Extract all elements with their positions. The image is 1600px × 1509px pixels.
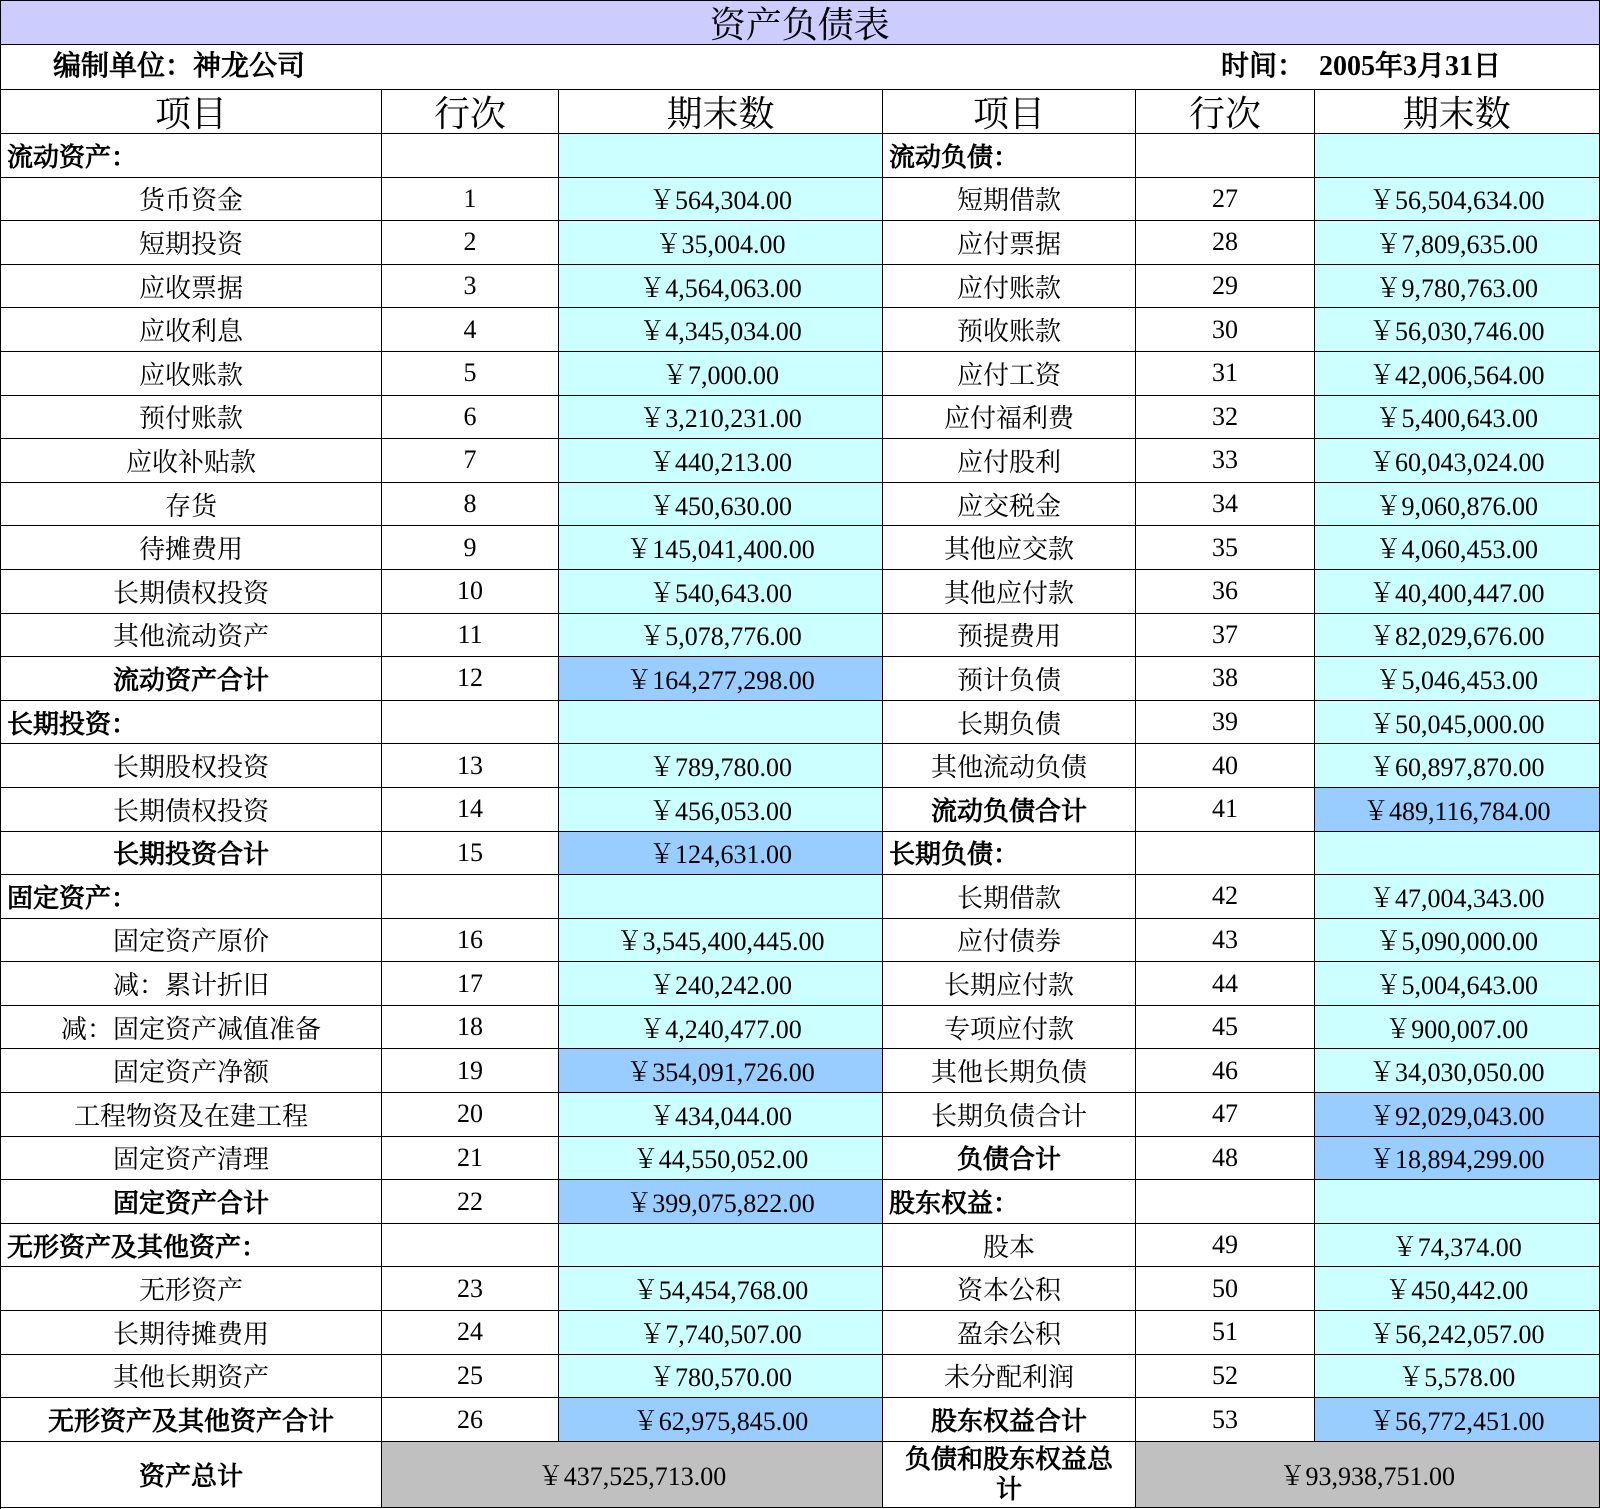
asset-line-number: 19 (382, 1049, 559, 1093)
asset-line-number (382, 134, 559, 178)
asset-line-number: 9 (382, 526, 559, 570)
liability-value: ￥50,045,000.00 (1315, 701, 1600, 745)
asset-item-label: 长期债权投资 (1, 570, 382, 614)
asset-line-number: 13 (382, 744, 559, 788)
liability-line-number: 38 (1136, 657, 1315, 701)
asset-item-label: 减：累计折旧 (1, 962, 382, 1006)
asset-line-number: 3 (382, 265, 559, 309)
asset-total-value: ￥62,975,845.00 (559, 1398, 883, 1442)
asset-value (559, 1224, 883, 1268)
liability-total-value: ￥56,772,451.00 (1315, 1398, 1600, 1442)
liability-value: ￥60,897,870.00 (1315, 744, 1600, 788)
column-header-item: 项目 (1, 90, 382, 134)
asset-value: ￥564,304.00 (559, 178, 883, 222)
liability-item-label: 预计负债 (883, 657, 1136, 701)
liability-item-label: 预提费用 (883, 614, 1136, 658)
asset-item-label: 其他长期资产 (1, 1355, 382, 1399)
asset-line-number: 11 (382, 614, 559, 658)
liability-item-label: 未分配利润 (883, 1355, 1136, 1399)
liability-line-number (1136, 832, 1315, 876)
company-label: 编制单位： (53, 51, 194, 82)
asset-value: ￥7,740,507.00 (559, 1311, 883, 1355)
liability-item-label: 应付账款 (883, 265, 1136, 309)
asset-value: ￥4,345,034.00 (559, 308, 883, 352)
liability-item-label: 应付福利费 (883, 396, 1136, 440)
liability-line-number: 48 (1136, 1137, 1315, 1181)
asset-item-label: 固定资产原价 (1, 919, 382, 963)
asset-total-label: 固定资产合计 (1, 1180, 382, 1224)
liability-value: ￥5,090,000.00 (1315, 919, 1600, 963)
asset-total-value: ￥124,631.00 (559, 832, 883, 876)
liability-value: ￥82,029,676.00 (1315, 614, 1600, 658)
liability-line-number: 40 (1136, 744, 1315, 788)
asset-item-label: 长期债权投资 (1, 788, 382, 832)
liability-item-label: 应付股利 (883, 439, 1136, 483)
asset-line-number: 23 (382, 1267, 559, 1311)
liability-value (1315, 832, 1600, 876)
liability-total-label: 负债合计 (883, 1137, 1136, 1181)
asset-value: ￥780,570.00 (559, 1355, 883, 1399)
liability-item-label: 盈余公积 (883, 1311, 1136, 1355)
liability-value: ￥5,400,643.00 (1315, 396, 1600, 440)
liability-line-number: 46 (1136, 1049, 1315, 1093)
liability-item-label: 专项应付款 (883, 1006, 1136, 1050)
liability-line-number: 49 (1136, 1224, 1315, 1268)
liability-value: ￥5,578.00 (1315, 1355, 1600, 1399)
liability-total-value: ￥489,116,784.00 (1315, 788, 1600, 832)
liability-line-number: 45 (1136, 1006, 1315, 1050)
liability-total-label: 长期负债合计 (883, 1093, 1136, 1137)
asset-line-number: 21 (382, 1137, 559, 1181)
asset-line-number: 6 (382, 396, 559, 440)
asset-line-number (382, 1224, 559, 1268)
liability-line-number: 34 (1136, 483, 1315, 527)
asset-total-value: ￥164,277,298.00 (559, 657, 883, 701)
sheet-info-row (1, 45, 1600, 90)
liability-total-value: ￥92,029,043.00 (1315, 1093, 1600, 1137)
liability-section-label: 股东权益： (883, 1180, 1136, 1224)
asset-line-number (382, 701, 559, 745)
liability-line-number: 43 (1136, 919, 1315, 963)
asset-value: ￥440,213.00 (559, 439, 883, 483)
asset-item-label: 无形资产 (1, 1267, 382, 1311)
liability-item-label: 应付工资 (883, 352, 1136, 396)
liability-line-number: 37 (1136, 614, 1315, 658)
liability-line-number: 53 (1136, 1398, 1315, 1442)
liability-line-number: 42 (1136, 875, 1315, 919)
total-assets-label: 资产总计 (1, 1442, 382, 1509)
asset-line-number: 24 (382, 1311, 559, 1355)
asset-value: ￥456,053.00 (559, 788, 883, 832)
asset-total-value: ￥399,075,822.00 (559, 1180, 883, 1224)
asset-line-number: 5 (382, 352, 559, 396)
liability-value: ￥56,242,057.00 (1315, 1311, 1600, 1355)
liability-value: ￥9,780,763.00 (1315, 265, 1600, 309)
report-date: 2005年3月31日 (1319, 51, 1502, 82)
asset-value: ￥35,004.00 (559, 221, 883, 265)
column-header-value: 期末数 (559, 90, 883, 134)
total-assets-value: ￥437,525,713.00 (382, 1442, 883, 1509)
asset-value: ￥3,545,400,445.00 (559, 919, 883, 963)
asset-line-number: 16 (382, 919, 559, 963)
asset-item-label: 待摊费用 (1, 526, 382, 570)
liability-line-number: 30 (1136, 308, 1315, 352)
asset-line-number: 4 (382, 308, 559, 352)
liability-value: ￥60,043,024.00 (1315, 439, 1600, 483)
liability-item-label: 长期负债 (883, 701, 1136, 745)
liability-item-label: 应交税金 (883, 483, 1136, 527)
liability-line-number: 27 (1136, 178, 1315, 222)
asset-item-label: 其他流动资产 (1, 614, 382, 658)
liability-value: ￥47,004,343.00 (1315, 875, 1600, 919)
asset-value: ￥4,564,063.00 (559, 265, 883, 309)
asset-line-number: 10 (382, 570, 559, 614)
asset-section-label: 长期投资： (1, 701, 382, 745)
liability-value: ￥40,400,447.00 (1315, 570, 1600, 614)
liability-total-value: ￥18,894,299.00 (1315, 1137, 1600, 1181)
liability-line-number: 50 (1136, 1267, 1315, 1311)
asset-line-number: 20 (382, 1093, 559, 1137)
liability-item-label: 短期借款 (883, 178, 1136, 222)
asset-line-number: 22 (382, 1180, 559, 1224)
asset-value: ￥145,041,400.00 (559, 526, 883, 570)
liability-value: ￥5,004,643.00 (1315, 962, 1600, 1006)
liability-line-number: 33 (1136, 439, 1315, 483)
asset-value: ￥789,780.00 (559, 744, 883, 788)
liability-section-label: 长期负债： (883, 832, 1136, 876)
liability-line-number: 39 (1136, 701, 1315, 745)
column-header-value: 期末数 (1315, 90, 1600, 134)
asset-item-label: 固定资产清理 (1, 1137, 382, 1181)
liability-value: ￥450,442.00 (1315, 1267, 1600, 1311)
asset-item-label: 长期待摊费用 (1, 1311, 382, 1355)
asset-value: ￥5,078,776.00 (559, 614, 883, 658)
asset-value (559, 701, 883, 745)
liability-line-number: 31 (1136, 352, 1315, 396)
liability-value: ￥56,504,634.00 (1315, 178, 1600, 222)
liability-value: ￥5,046,453.00 (1315, 657, 1600, 701)
asset-item-label: 货币资金 (1, 178, 382, 222)
liability-section-label: 流动负债： (883, 134, 1136, 178)
asset-item-label: 存货 (1, 483, 382, 527)
liability-total-label: 股东权益合计 (883, 1398, 1136, 1442)
liability-line-number: 51 (1136, 1311, 1315, 1355)
asset-value: ￥54,454,768.00 (559, 1267, 883, 1311)
total-liabilities-equity-label: 负债和股东权益总计 (883, 1442, 1136, 1509)
asset-total-label: 固定资产净额 (1, 1049, 382, 1093)
liability-line-number: 41 (1136, 788, 1315, 832)
asset-value: ￥450,630.00 (559, 483, 883, 527)
date-label: 时间： (1221, 51, 1306, 82)
liability-item-label: 其他长期负债 (883, 1049, 1136, 1093)
liability-value (1315, 1180, 1600, 1224)
liability-value: ￥34,030,050.00 (1315, 1049, 1600, 1093)
liability-line-number: 35 (1136, 526, 1315, 570)
asset-item-label: 应收票据 (1, 265, 382, 309)
asset-section-label: 流动资产： (1, 134, 382, 178)
liability-item-label: 资本公积 (883, 1267, 1136, 1311)
liability-value: ￥7,809,635.00 (1315, 221, 1600, 265)
liability-line-number: 44 (1136, 962, 1315, 1006)
asset-value: ￥3,210,231.00 (559, 396, 883, 440)
asset-item-label: 预付账款 (1, 396, 382, 440)
liability-line-number: 29 (1136, 265, 1315, 309)
liability-value: ￥900,007.00 (1315, 1006, 1600, 1050)
asset-item-label: 应收账款 (1, 352, 382, 396)
asset-line-number: 12 (382, 657, 559, 701)
asset-value: ￥540,643.00 (559, 570, 883, 614)
asset-value: ￥7,000.00 (559, 352, 883, 396)
liability-line-number: 47 (1136, 1093, 1315, 1137)
liability-value: ￥4,060,453.00 (1315, 526, 1600, 570)
liability-item-label: 其他流动负债 (883, 744, 1136, 788)
liability-value: ￥9,060,876.00 (1315, 483, 1600, 527)
asset-item-label: 长期股权投资 (1, 744, 382, 788)
asset-value (559, 875, 883, 919)
liability-line-number (1136, 134, 1315, 178)
asset-item-label: 短期投资 (1, 221, 382, 265)
liability-line-number: 32 (1136, 396, 1315, 440)
asset-item-label: 应收利息 (1, 308, 382, 352)
asset-line-number: 17 (382, 962, 559, 1006)
asset-line-number: 7 (382, 439, 559, 483)
liability-item-label: 预收账款 (883, 308, 1136, 352)
asset-line-number: 18 (382, 1006, 559, 1050)
asset-item-label: 工程物资及在建工程 (1, 1093, 382, 1137)
asset-line-number (382, 875, 559, 919)
asset-total-label: 无形资产及其他资产合计 (1, 1398, 382, 1442)
liability-item-label: 应付票据 (883, 221, 1136, 265)
liability-line-number: 52 (1136, 1355, 1315, 1399)
asset-line-number: 14 (382, 788, 559, 832)
sheet-title: 资产负债表 (1, 1, 1600, 45)
liability-total-label: 流动负债合计 (883, 788, 1136, 832)
liability-item-label: 股本 (883, 1224, 1136, 1268)
liability-line-number: 36 (1136, 570, 1315, 614)
asset-section-label: 无形资产及其他资产： (1, 1224, 382, 1268)
liability-value: ￥56,030,746.00 (1315, 308, 1600, 352)
liability-value: ￥42,006,564.00 (1315, 352, 1600, 396)
asset-line-number: 1 (382, 178, 559, 222)
asset-line-number: 25 (382, 1355, 559, 1399)
asset-value (559, 134, 883, 178)
asset-item-label: 应收补贴款 (1, 439, 382, 483)
column-header-line: 行次 (1136, 90, 1315, 134)
column-header-item: 项目 (883, 90, 1136, 134)
asset-total-value: ￥354,091,726.00 (559, 1049, 883, 1093)
company-name: 神龙公司 (193, 51, 306, 82)
asset-total-label: 长期投资合计 (1, 832, 382, 876)
asset-line-number: 15 (382, 832, 559, 876)
asset-line-number: 2 (382, 221, 559, 265)
asset-value: ￥4,240,477.00 (559, 1006, 883, 1050)
liability-value: ￥74,374.00 (1315, 1224, 1600, 1268)
liability-item-label: 长期借款 (883, 875, 1136, 919)
company-info (53, 51, 305, 83)
liability-item-label: 应付债券 (883, 919, 1136, 963)
liability-item-label: 其他应付款 (883, 570, 1136, 614)
liability-line-number (1136, 1180, 1315, 1224)
liability-value (1315, 134, 1600, 178)
column-header-line: 行次 (382, 90, 559, 134)
liability-item-label: 其他应交款 (883, 526, 1136, 570)
total-liabilities-equity-value: ￥93,938,751.00 (1136, 1442, 1600, 1509)
liability-line-number: 28 (1136, 221, 1315, 265)
asset-section-label: 固定资产： (1, 875, 382, 919)
asset-item-label: 减：固定资产减值准备 (1, 1006, 382, 1050)
liability-item-label: 长期应付款 (883, 962, 1136, 1006)
asset-line-number: 8 (382, 483, 559, 527)
asset-value: ￥240,242.00 (559, 962, 883, 1006)
asset-value: ￥434,044.00 (559, 1093, 883, 1137)
asset-total-label: 流动资产合计 (1, 657, 382, 701)
asset-line-number: 26 (382, 1398, 559, 1442)
asset-value: ￥44,550,052.00 (559, 1137, 883, 1181)
